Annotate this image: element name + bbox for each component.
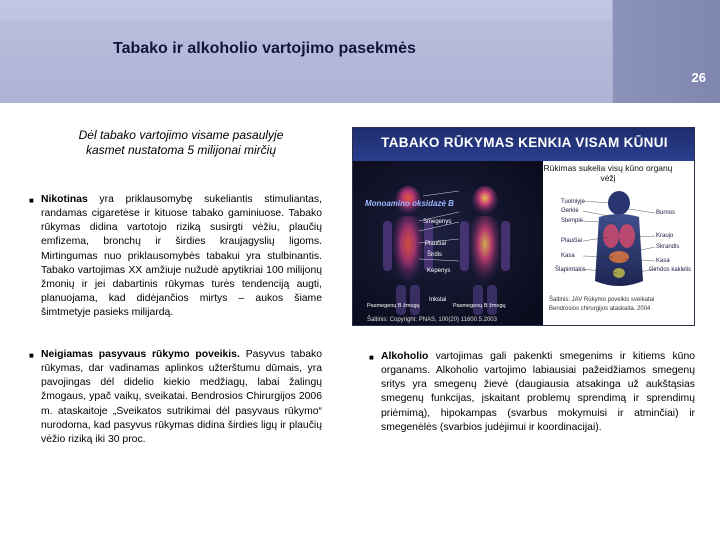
label-heart: Širdis [427, 252, 443, 258]
poster-source-right-a: Šaltinis: JAV Rūkymo poveikis sveikatai [549, 297, 655, 303]
poster-source-right-b: Bendrosios chirurgijos ataskaita. 2004 [549, 306, 651, 312]
passive-text: Pasyvus tabako rūkymas, dar vadinamas aplinkos užterštumu dūmais, yra pavojingas dėl didelio kiekio medžiagų, labai žalingų žmogaus, ypač vaikų, sveikatai. Bendrosios Chirurgijos 2006 m. ataskaitoje „Sveikatos sutrikimai dėl pasyvaus rūkymo“ nurodoma, kad pasyvus rūkymas didina širdies ligų ir plaučių vėžio riziką iki 30 proc. [41, 349, 322, 445]
subtitle-line-2: kasmet nustatoma 5 milijonai mirčių [85, 143, 277, 157]
bullet-icon: ■ [29, 351, 34, 360]
label-throat: Tuolniyje [561, 199, 585, 205]
nicotine-paragraph [29, 193, 322, 320]
label-larynx: Gerklė [561, 208, 579, 214]
body-figure-smoker [460, 186, 510, 315]
label-esophagus: Stemplė [561, 218, 584, 224]
label-lungs: Plaučiai [425, 241, 447, 247]
slide-title: Tabako ir alkoholio vartojimo pasekmės [113, 40, 416, 57]
poster-source-left: Šaltinis: Copyright: PNAS, 100(20) 11600.5.2003 [367, 317, 497, 323]
organs-diagram-panel [543, 161, 695, 326]
caption-left-b: Pasmegenų B žmogų [453, 303, 506, 309]
label-lungs-right: Plaučiai [561, 238, 583, 244]
poster-title: TABAKO RŪKYMAS KENKIA VISAM KŪNUI [381, 135, 668, 150]
label-liver: Kepenys [427, 268, 451, 274]
header-highlight [0, 0, 612, 20]
slide-number: 26 [691, 70, 706, 85]
body-scan-illustration [353, 161, 543, 326]
label-cervix: Gimdos kaklelis [649, 267, 692, 273]
header-side-strip [612, 0, 720, 103]
label-pancreas-right: Kasa [656, 258, 670, 264]
smoking-harm-poster [352, 127, 695, 326]
pet-scan-panel [353, 161, 543, 326]
passive-smoking-paragraph [29, 348, 322, 447]
alcohol-paragraph [369, 350, 695, 435]
poster-caption: Rūkimas sukelia visų kūno organų vėžį [543, 163, 673, 183]
bullet-icon: ■ [29, 196, 34, 205]
alcohol-lead: Alkoholio [381, 351, 429, 362]
nicotine-lead: Nikotinas [41, 194, 88, 205]
poster-left-subtitle: Monoamino oksidazė B [365, 199, 454, 208]
label-blood: Kraujo [656, 233, 674, 239]
label-pancreas-left: Kasa [561, 253, 575, 259]
bullet-icon: ■ [369, 353, 374, 362]
label-ureter: Šlapimtakis [555, 267, 586, 273]
passive-lead: Neigiamas pasyvaus rūkymo poveikis. [41, 349, 240, 360]
slide-header [0, 0, 720, 103]
alcohol-text: vartojimas gali pakenkti smegenims ir kitiems kūno organams. Alkoholio vartojimo labiausiai pažeidžiamos smegenų sritys yra smegenų žievė (daugiausia atsakinga už aukštąsias smegenų funkcijas, įskaitant problemų sprendimą ir sprendimų priėmimą), hipokampas (svarbus mokymuisi ir atminčiai) ir smegenėlės (svarbios judėjimui ir koordinacijai). [381, 351, 695, 433]
caption-left-a: Pasmegenų B žmogų [367, 303, 420, 309]
label-brain: Smegenys [423, 219, 452, 225]
nicotine-text: yra priklausomybę sukeliantis stimuliantas, randamas cigaretėse ir kituose tabako gaminiuose. Tabako rūkymas didina vartotojo riziką susirgti vėžiu, plaučių emfizema, bronchų ir širdies kraujagyslių ligoms. Mirtingumas nuo priklausomybės tabakui yra stulbinantis. Tabako vartojimas XX amžiuje nužudė apytikriai 100 milijonų žmonių ir jei dabartinis rūkymas turės tendenciją augti, planuojama, kad didėjančios mirtys – aukos šiame šimtmetyje pasieks milijardą. [41, 194, 322, 319]
label-mouth: Burnos [656, 210, 676, 216]
label-stomach: Skrandis [656, 244, 680, 250]
subtitle-line-1: Dėl tabako vartojimo visame pasaulyje [78, 128, 284, 142]
label-kidneys: Inkstai [429, 297, 447, 303]
slide-subtitle [36, 128, 326, 158]
